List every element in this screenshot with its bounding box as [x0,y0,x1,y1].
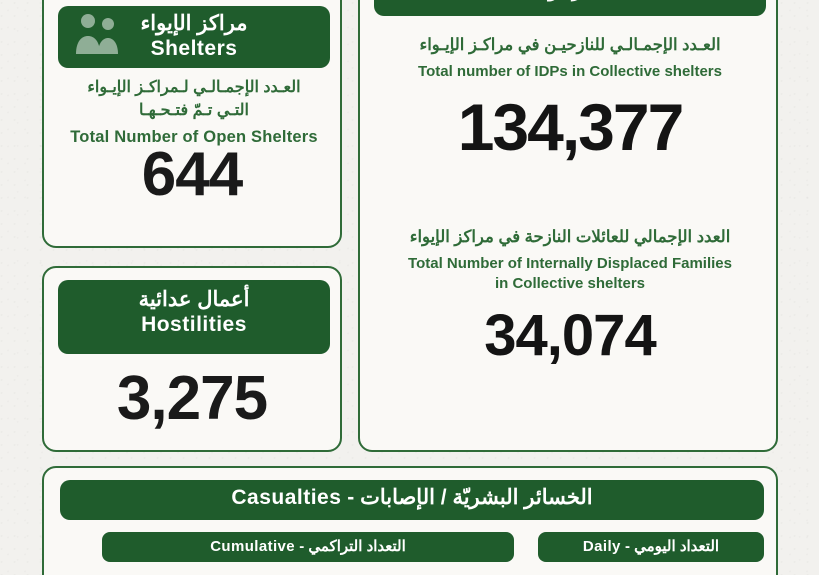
casualties-card [42,466,778,575]
hostilities-title-ar: أعمال عدائية [138,288,250,311]
idps-card [358,0,778,452]
idps-individuals-caption-ar: العـدد الإجمـالـي للنازحيـن في مراكـز الإيـواء [419,36,721,54]
idps-header-pill [374,0,766,16]
idps-individuals-value: 134,377 [457,90,683,165]
idps-individuals-caption-en: Total number of IDPs in Collective shelters [418,63,722,81]
shelters-caption-group [56,76,332,147]
shelters-caption-en: Total Number of Open Shelters [70,128,318,147]
hostilities-title-en: Hostilities [141,313,247,337]
shelters-title-en: Shelters [150,37,238,61]
people-icon [72,10,126,56]
shelters-title-ar: مراكز الإيواء [140,12,248,35]
idps-title-ar [384,0,756,2]
hostilities-value: 3,275 [116,364,268,433]
shelters-value: 644 [141,140,243,209]
idps-families-caption-ar: العدد الإجمالي للعائلات النازحة في مراكز الإيواء [409,228,731,246]
idps-families-block [370,226,770,368]
shelters-caption-ar-line2: التـي تـمّ فتـحـهـا [139,102,249,120]
hostilities-header-pill [58,280,330,354]
hostilities-card [42,266,342,452]
casualties-title: الخسائر البشريّة / الإصابات - Casualties [231,486,593,509]
idps-individuals-block [370,34,770,165]
idps-families-caption-en-line1: Total Number of Internally Displaced Families [408,255,732,273]
idps-families-value: 34,074 [484,302,656,368]
shelters-card [42,0,342,248]
idps-families-caption-en-line2: in Collective shelters [494,275,646,293]
casualties-column-daily: التعداد اليومي - Daily [538,532,764,562]
shelters-caption-ar-line1: العـدد الإجمـالـي لـمراكـز الإيـواء [87,79,301,96]
casualties-header-pill [60,480,764,520]
casualties-column-cumulative: التعداد التراكمي - Cumulative [102,532,514,562]
shelters-header-pill [58,6,330,68]
